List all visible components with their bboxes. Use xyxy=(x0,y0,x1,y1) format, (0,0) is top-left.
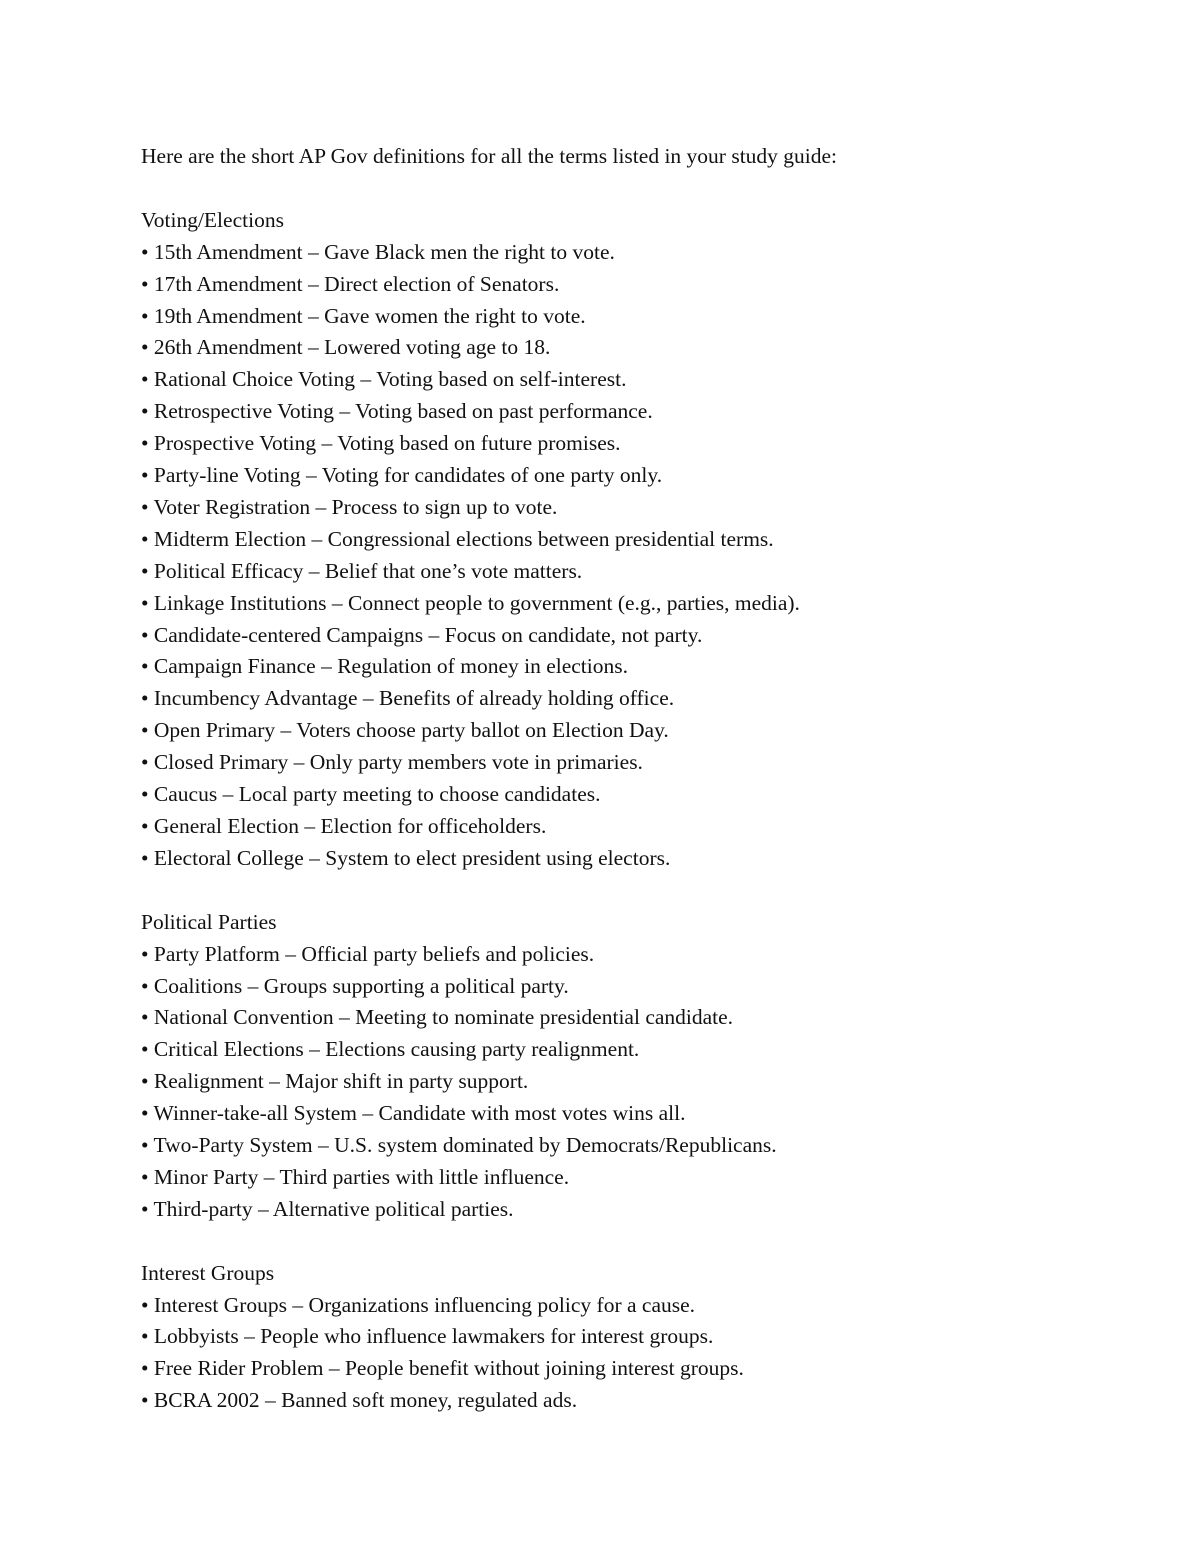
list-item: • 17th Amendment – Direct election of Senators. xyxy=(141,271,560,296)
list-item: • Party-line Voting – Voting for candidates of one party only. xyxy=(141,463,663,488)
list-item: • Free Rider Problem – People benefit without joining interest groups. xyxy=(141,1356,744,1381)
list-item: • Third-party – Alternative political parties. xyxy=(141,1196,514,1221)
list-item: • Closed Primary – Only party members vote in primaries. xyxy=(141,750,643,775)
list-item: • Linkage Institutions – Connect people to government (e.g., parties, media). xyxy=(141,590,800,615)
intro-text: Here are the short AP Gov definitions for all the terms listed in your study guide: xyxy=(141,144,838,168)
list-item: • 26th Amendment – Lowered voting age to 18. xyxy=(141,335,551,360)
document-body xyxy=(141,141,1101,1417)
list-item: • Caucus – Local party meeting to choose candidates. xyxy=(141,782,601,807)
list-item: • Open Primary – Voters choose party ballot on Election Day. xyxy=(141,718,669,743)
list-item: • Political Efficacy – Belief that one’s vote matters. xyxy=(141,558,583,583)
list-item: • Lobbyists – People who influence lawmakers for interest groups. xyxy=(141,1324,714,1349)
list-item: • Critical Elections – Elections causing party realignment. xyxy=(141,1037,640,1062)
list-item: • Campaign Finance – Regulation of money in elections. xyxy=(141,654,628,679)
list-item: • Rational Choice Voting – Voting based on self-interest. xyxy=(141,367,627,392)
list-item: • Minor Party – Third parties with little influence. xyxy=(141,1164,570,1189)
list-item: • Retrospective Voting – Voting based on past performance. xyxy=(141,399,653,424)
section-heading: Political Parties xyxy=(141,909,277,934)
list-item: • Realignment – Major shift in party support. xyxy=(141,1069,529,1094)
term-list xyxy=(141,237,1101,875)
list-item: • Interest Groups – Organizations influencing policy for a cause. xyxy=(141,1292,696,1317)
list-item: • Voter Registration – Process to sign up to vote. xyxy=(141,494,558,519)
list-item: • National Convention – Meeting to nominate presidential candidate. xyxy=(141,1005,734,1030)
spacer xyxy=(141,173,1101,205)
section-voting-elections xyxy=(141,205,1101,875)
list-item: • 15th Amendment – Gave Black men the right to vote. xyxy=(141,239,615,264)
list-item: • Candidate-centered Campaigns – Focus on candidate, not party. xyxy=(141,622,703,647)
list-item: • Coalitions – Groups supporting a political party. xyxy=(141,973,569,998)
term-list xyxy=(141,939,1101,1226)
section-interest-groups xyxy=(141,1258,1101,1418)
spacer xyxy=(141,1226,1101,1258)
list-item: • Incumbency Advantage – Benefits of already holding office. xyxy=(141,686,675,711)
list-item: • Party Platform – Official party beliefs and policies. xyxy=(141,941,595,966)
term-list xyxy=(141,1290,1101,1418)
list-item: • Winner-take-all System – Candidate with most votes wins all. xyxy=(141,1101,686,1126)
section-political-parties xyxy=(141,907,1101,1226)
list-item: • Electoral College – System to elect president using electors. xyxy=(141,845,671,870)
list-item: • 19th Amendment – Gave women the right to vote. xyxy=(141,303,586,328)
section-heading: Voting/Elections xyxy=(141,207,284,232)
list-item: • General Election – Election for officeholders. xyxy=(141,814,547,839)
spacer xyxy=(141,875,1101,907)
list-item: • Midterm Election – Congressional elections between presidential terms. xyxy=(141,526,774,551)
list-item: • BCRA 2002 – Banned soft money, regulated ads. xyxy=(141,1388,578,1413)
list-item: • Prospective Voting – Voting based on future promises. xyxy=(141,431,621,456)
section-heading: Interest Groups xyxy=(141,1260,275,1285)
list-item: • Two-Party System – U.S. system dominated by Democrats/Republicans. xyxy=(141,1133,777,1158)
